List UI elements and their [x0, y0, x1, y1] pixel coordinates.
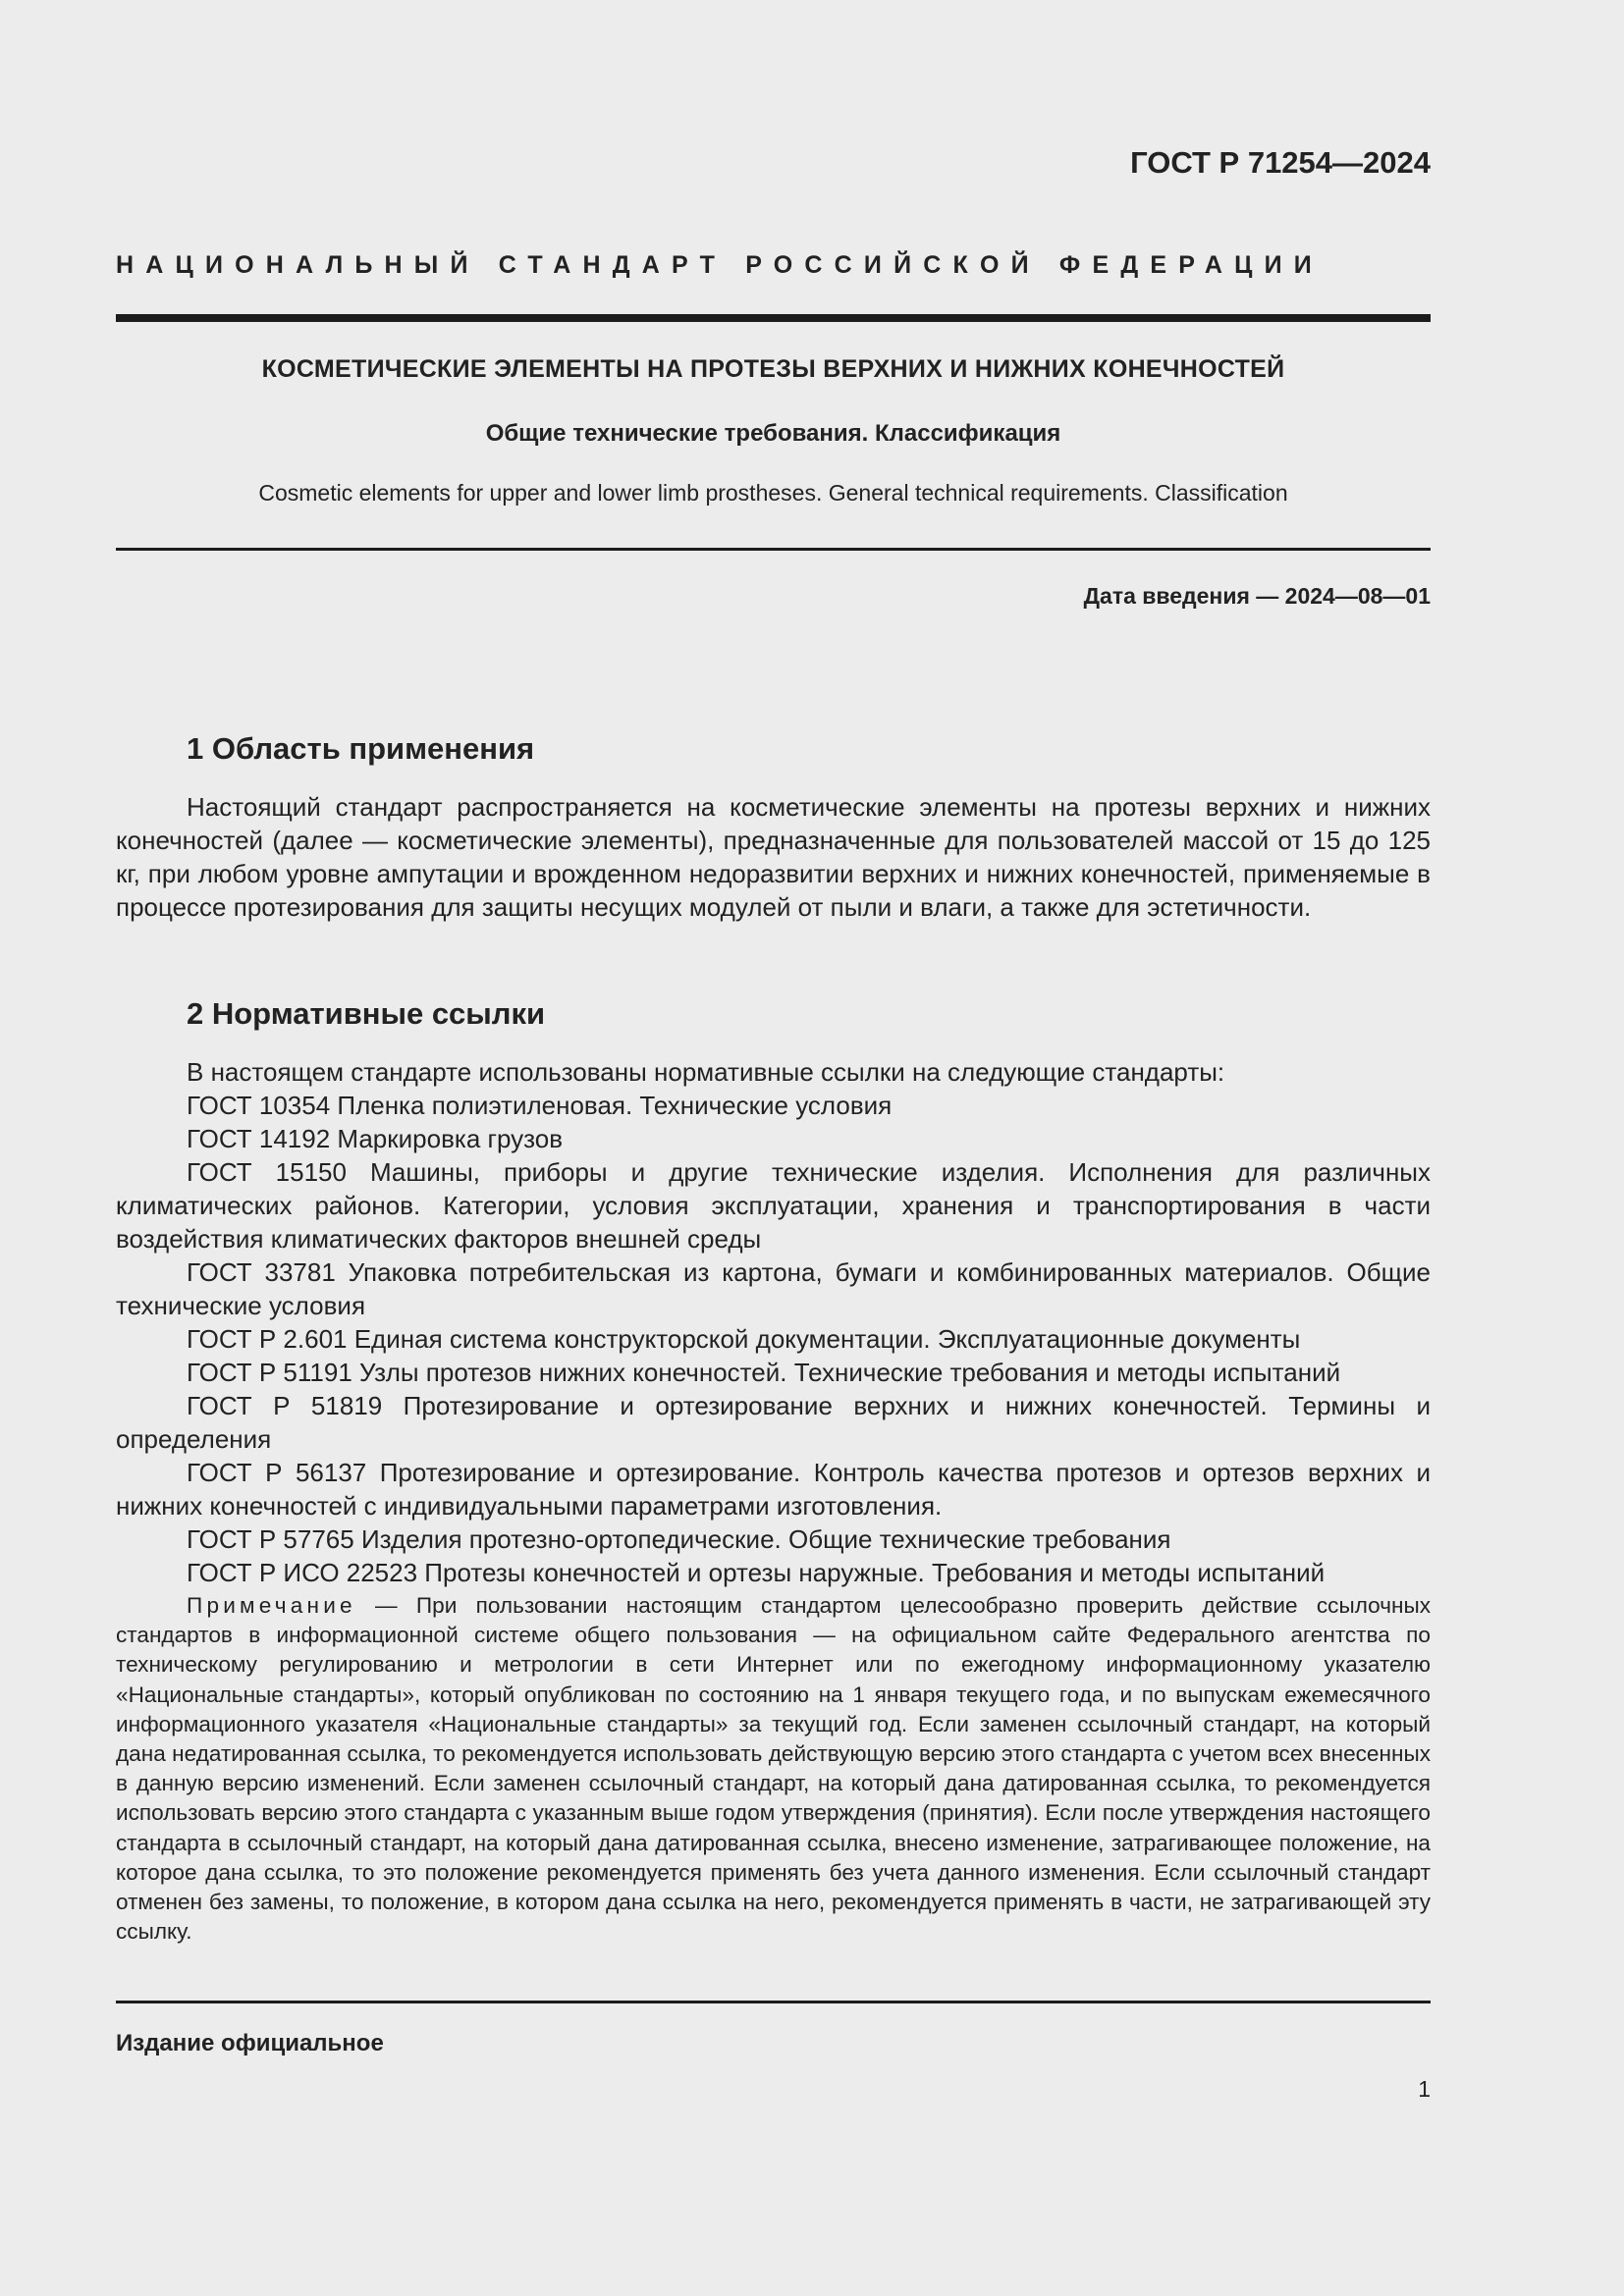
introduction-date: Дата введения — 2024—08—01	[1083, 583, 1431, 609]
reference-item: ГОСТ Р 2.601 Единая система конструкторской документации. Эксплуатационные документы	[187, 1324, 1301, 1354]
reference-item: ГОСТ Р 51191 Узлы протезов нижних конечностей. Технические требования и методы испытаний	[187, 1358, 1341, 1387]
references-note	[116, 1591, 1431, 1947]
section-heading-scope: 1 Область применения	[187, 731, 535, 766]
reference-item: ГОСТ 10354 Пленка полиэтиленовая. Технические условия	[187, 1091, 893, 1120]
reference-item: ГОСТ Р 57765 Изделия протезно-ортопедические. Общие технические требования	[187, 1524, 1171, 1554]
reference-item: ГОСТ Р 51819 Протезирование и ортезирование верхних и нижних конечностей. Термины и определения	[116, 1391, 1431, 1454]
national-standard-title: НАЦИОНАЛЬНЫЙ СТАНДАРТ РОССИЙСКОЙ ФЕДЕРАЦИИ	[116, 251, 1324, 279]
document-subtitle: Общие технические требования. Классификация	[485, 420, 1061, 447]
reference-item: ГОСТ 14192 Маркировка грузов	[187, 1124, 564, 1153]
references-intro: В настоящем стандарте использованы нормативные ссылки на следующие стандарты:	[187, 1057, 1225, 1087]
document-title: КОСМЕТИЧЕСКИЕ ЭЛЕМЕНТЫ НА ПРОТЕЗЫ ВЕРХНИХ И НИЖНИХ КОНЕЧНОСТЕЙ	[261, 355, 1285, 383]
english-title: Cosmetic elements for upper and lower limb prostheses. General technical requirements. Classification	[258, 480, 1288, 506]
title-divider	[116, 548, 1431, 551]
note-text: — При пользовании настоящим стандартом целесообразно проверить действие ссылочных стандартов в информационной системе общего пользования — на официальном сайте Федерального агентства по техническому регулированию и метрологии в сети Интернет или по ежегодному информационному указателю «Национальные стандарты», который опубликован по состоянию на 1 января текущего года, и по выпускам ежемесячного информационного указателя «Национальные стандарты» за текущий год. Если заменен ссылочный стандарт, на который дана недатированная ссылка, то рекомендуется использовать действующую версию этого стандарта с учетом всех внесенных в данную версию изменений. Если заменен ссылочный стандарт, на который дана датированная ссылка, то рекомендуется использовать версию этого стандарта с указанным выше годом утверждения (принятия). Если после утверждения настоящего стандарта в ссылочный стандарт, на который дана датированная ссылка, внесено изменение, затрагивающее положение, на которое дана ссылка, то это положение рекомендуется применять без учета данного изменения. Если ссылочный стандарт отменен без замены, то положение, в котором дана ссылка на него, рекомендуется применять в части, не затрагивающей эту ссылку.	[116, 1593, 1431, 1945]
page-number: 1	[1418, 2076, 1431, 2102]
section-heading-references: 2 Нормативные ссылки	[187, 996, 546, 1031]
reference-item: ГОСТ Р 56137 Протезирование и ортезирование. Контроль качества протезов и ортезов верхних и нижних конечностей с индивидуальными параметрами изготовления.	[116, 1458, 1431, 1521]
header-divider	[116, 314, 1431, 322]
doc-number: ГОСТ Р 71254—2024	[1130, 145, 1431, 180]
reference-item: ГОСТ 33781 Упаковка потребительская из картона, бумаги и комбинированных материалов. Общие технические условия	[116, 1257, 1431, 1320]
references-list	[116, 1055, 1431, 1589]
note-label: Примечание	[187, 1593, 356, 1618]
scope-paragraph: Настоящий стандарт распространяется на косметические элементы на протезы верхних и нижних конечностей (далее — косметические элементы), предназначенные для пользователей массой от 15 до 125 кг, при любом уровне ампутации и врожденном недоразвитии верхних и нижних конечностей, применяемые в процессе протезирования для защиты несущих модулей от пыли и влаги, а также для эстетичности.	[116, 792, 1431, 922]
reference-item: ГОСТ 15150 Машины, приборы и другие технические изделия. Исполнения для различных климатических районов. Категории, условия эксплуатации, хранения и транспортирования в части воздействия климатических факторов внешней среды	[116, 1157, 1431, 1254]
reference-item: ГОСТ Р ИСО 22523 Протезы конечностей и ортезы наружные. Требования и методы испытаний	[187, 1558, 1326, 1587]
official-edition-label: Издание официальное	[116, 2030, 384, 2056]
footer-divider	[116, 2001, 1431, 2003]
